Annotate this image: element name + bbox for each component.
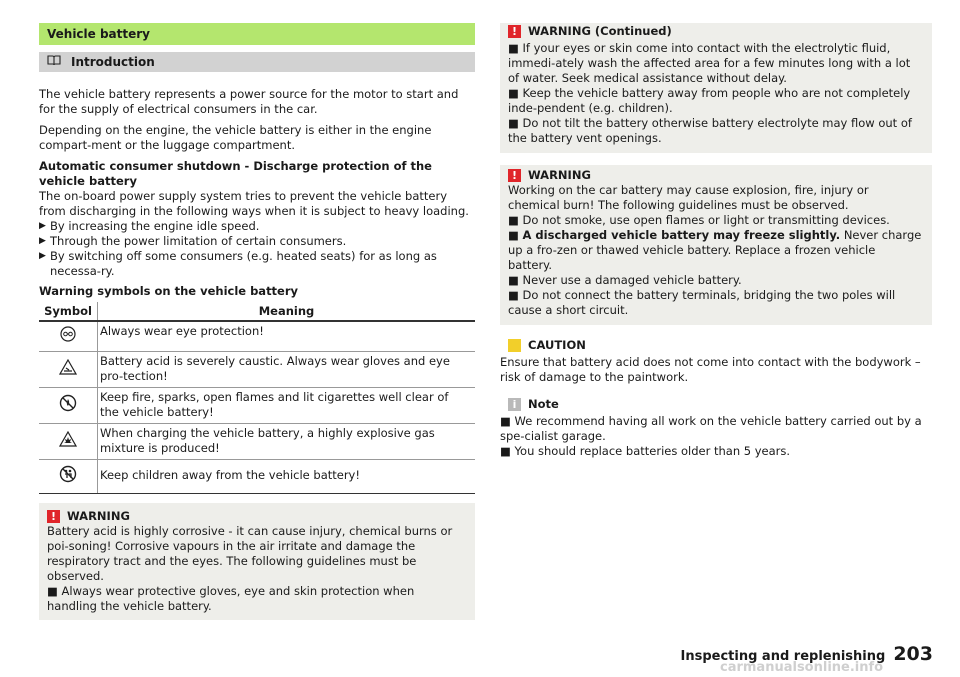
caution-icon — [508, 339, 521, 352]
table-cell: Battery acid is severely caustic. Always wear gloves and eye pro-tection! — [98, 351, 476, 387]
note-title: Note — [528, 397, 559, 411]
keep-children-away-icon — [59, 472, 77, 486]
table-cell: Always wear eye protection! — [98, 321, 476, 351]
warning-exclamation-icon: ! — [508, 25, 521, 38]
triangle-bullet-icon: ▶ — [39, 236, 46, 246]
warning-continued-box — [500, 23, 932, 153]
shutdown-heading: Automatic consumer shutdown - Discharge protection of the vehicle battery — [39, 159, 432, 188]
watermark: carmanualsonline.info — [720, 660, 884, 675]
symbols-heading: Warning symbols on the vehicle battery — [39, 284, 299, 298]
section-title: Vehicle battery — [39, 23, 475, 45]
note-item: ■ We recommend having all work on the vehicle battery carried out by a spe-cialist garage. — [500, 414, 922, 443]
footer-section-name: Inspecting and replenishing — [680, 649, 886, 664]
warning-exclamation-icon: ! — [508, 169, 521, 182]
warning-box — [500, 165, 932, 325]
intro-paragraph-1: The vehicle battery represents a power source for the motor to start and for the supply of electrical consumers in the car. — [39, 87, 459, 116]
intro-paragraph-2: Depending on the engine, the vehicle battery is either in the engine compart-ment or the luggage compartment. — [39, 123, 432, 152]
intro-bar — [39, 52, 475, 72]
warning-title: WARNING — [67, 508, 130, 523]
info-icon: i — [508, 398, 521, 411]
caution-title: CAUTION — [528, 338, 586, 352]
symbols-table — [39, 302, 475, 494]
warning-exclamation-icon: ! — [47, 510, 60, 523]
warning-text: Battery acid is highly corrosive - it can cause injury, chemical burns or poi-soning! Corrosive vapours in the air irritate and damage the respiratory tract and the eyes. The following guidelines must be observed. — [47, 523, 453, 583]
triangle-bullet-icon: ▶ — [39, 221, 46, 231]
warning-item: ■ Do not connect the battery terminals, bridging the two poles will cause a short circuit. — [508, 288, 896, 317]
table-cell: Keep fire, sparks, open flames and lit cigarettes well clear of the vehicle battery! — [98, 387, 476, 423]
table-row — [39, 459, 475, 493]
shutdown-text: The on-board power supply system tries to prevent the vehicle battery from discharging in the following ways when it is subject to heavy loading. — [39, 189, 469, 218]
table-cell: When charging the vehicle battery, a highly explosive gas mixture is produced! — [98, 423, 476, 459]
book-icon — [47, 52, 61, 72]
page-number: 203 — [893, 643, 933, 665]
warning-title: WARNING — [528, 168, 591, 182]
warning-item: ■ Do not tilt the battery otherwise battery electrolyte may flow out of the battery vent openings. — [508, 116, 912, 145]
warning-item: ■ Never use a damaged vehicle battery. — [508, 273, 742, 287]
list-item: ▶ By increasing the engine idle speed. — [39, 219, 260, 233]
warning-text: Working on the car battery may cause explosion, fire, injury or chemical burn! The following guidelines must be observed. — [508, 183, 869, 212]
explosive-gas-icon — [59, 436, 77, 450]
left-column — [39, 23, 475, 620]
warning-item: ■ Keep the vehicle battery away from people who are not completely inde-pendent (e.g. children). — [508, 86, 911, 115]
right-column — [500, 23, 932, 459]
warning-item: ■ A discharged vehicle battery may freeze slightly. Never charge up a fro-zen or thawed vehicle battery. Replace a frozen vehicle battery. — [508, 228, 922, 272]
table-cell: Keep children away from the vehicle battery! — [98, 459, 476, 493]
eye-protection-icon — [60, 331, 76, 345]
no-fire-icon — [59, 401, 77, 415]
warning-item: ■ If your eyes or skin come into contact with the electrolytic fluid, immedi-ately wash the affected area for a few minutes long with a lot of water. Seek medical assistance without delay. — [508, 41, 911, 85]
table-row — [39, 423, 475, 459]
acid-gloves-icon — [59, 364, 77, 378]
table-header-symbol: Symbol — [39, 302, 98, 321]
table-header-meaning: Meaning — [98, 302, 476, 321]
list-item: ▶ Through the power limitation of certain consumers. — [39, 234, 347, 248]
intro-title: Introduction — [71, 55, 155, 69]
warning-continued-title: WARNING (Continued) — [528, 24, 672, 38]
table-row — [39, 387, 475, 423]
note-item: ■ You should replace batteries older than 5 years. — [500, 444, 791, 458]
table-row — [39, 321, 475, 351]
warning-item: ■ Do not smoke, use open flames or light or transmitting devices. — [508, 213, 890, 227]
list-item: ▶ By switching off some consumers (e.g. heated seats) for as long as necessa-ry. — [39, 249, 437, 278]
warning-item: ■ Always wear protective gloves, eye and skin protection when handling the vehicle battery. — [47, 583, 415, 613]
caution-section — [500, 338, 932, 385]
triangle-bullet-icon: ▶ — [39, 251, 46, 261]
warning-box — [39, 503, 475, 620]
table-row — [39, 351, 475, 387]
note-section — [500, 397, 932, 459]
caution-text: Ensure that battery acid does not come into contact with the bodywork – risk of damage to the paintwork. — [500, 355, 921, 384]
